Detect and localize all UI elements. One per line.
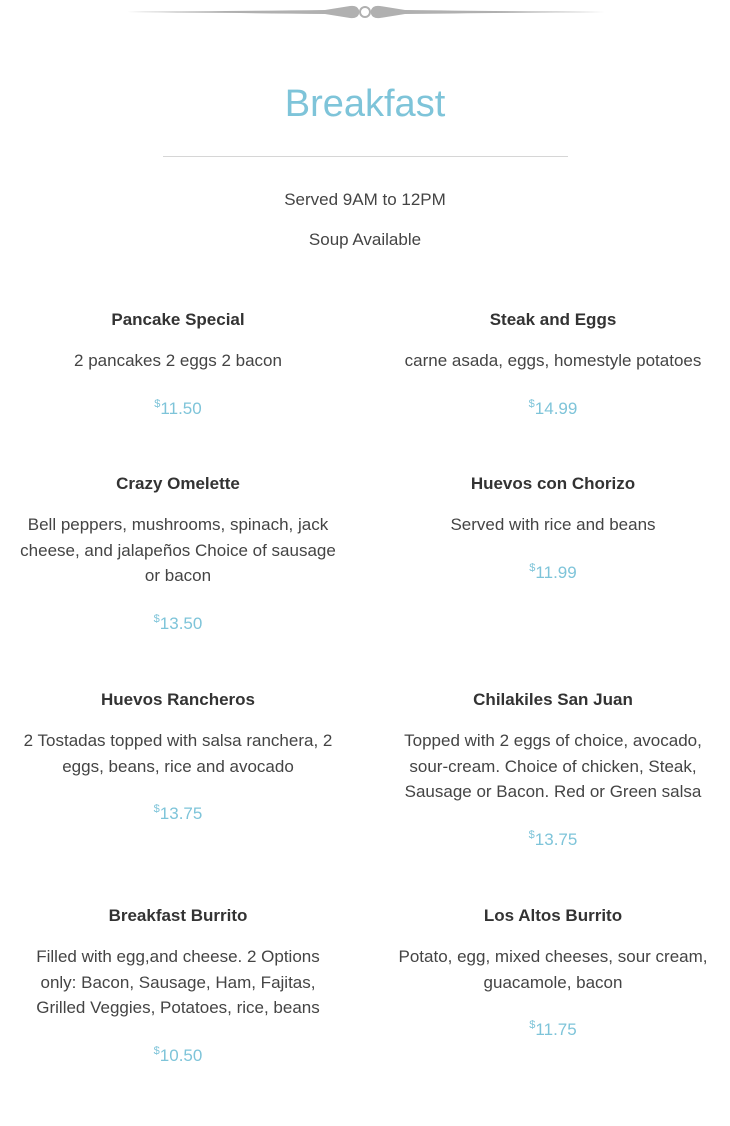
currency-symbol: $ [528, 828, 535, 841]
item-name: Pancake Special [111, 310, 245, 329]
currency-symbol: $ [153, 1044, 160, 1057]
price-value: 13.50 [159, 613, 203, 633]
item-name: Steak and Eggs [489, 310, 617, 329]
item-description: Bell peppers, mushrooms, spinach, jack cheese, and jalapeños Choice of sausage or bacon [20, 515, 336, 585]
menu-item [18, 308, 338, 421]
item-name: Crazy Omelette [116, 474, 240, 493]
menu-item [393, 308, 713, 421]
item-price [393, 392, 713, 421]
title-divider [163, 156, 568, 157]
price-value: 13.75 [159, 804, 203, 823]
item-name: Huevos con Chorizo [470, 474, 636, 493]
item-price [393, 556, 713, 585]
menu-item [18, 472, 338, 636]
price-value: 11.50 [160, 398, 202, 418]
item-description: Filled with egg,and cheese. 2 Options only: Bacon, Sausage, Ham, Fajitas, Grilled Veggies, Potatoes, rice, beans [36, 947, 320, 1017]
item-description: carne asada, eggs, homestyle potatoes [404, 351, 702, 370]
menu-item [18, 688, 338, 826]
item-price [18, 392, 338, 421]
menu-item [393, 688, 713, 852]
divider-ornament [125, 2, 605, 22]
item-price [393, 823, 713, 852]
currency-symbol: $ [154, 397, 161, 410]
currency-symbol: $ [153, 612, 160, 625]
price-value: 14.99 [534, 398, 578, 418]
menu-item [393, 904, 713, 1042]
item-name: Los Altos Burrito [483, 906, 623, 925]
price-value: 11.99 [535, 562, 577, 582]
section-title: Breakfast [284, 83, 446, 125]
item-description: Topped with 2 eggs of choice, avocado, sour-cream. Choice of chicken, Steak, Sausage or Bacon. Red or Green salsa [404, 731, 702, 801]
menu-item [393, 472, 713, 585]
item-description: Potato, egg, mixed cheeses, sour cream, guacamole, bacon [398, 947, 708, 992]
item-price [18, 1039, 338, 1068]
soup-note: Soup Available [308, 230, 422, 249]
currency-symbol: $ [153, 803, 160, 815]
item-description: 2 pancakes 2 eggs 2 bacon [74, 351, 282, 370]
item-name: Breakfast Burrito [108, 906, 248, 925]
serving-hours: Served 9AM to 12PM [284, 190, 446, 209]
item-price [18, 607, 338, 636]
item-name: Chilakiles San Juan [473, 690, 633, 709]
item-price [18, 797, 338, 826]
item-description: Served with rice and beans [450, 515, 656, 534]
currency-symbol: $ [528, 397, 535, 410]
price-value: 10.50 [159, 1045, 203, 1065]
item-description: 2 Tostadas topped with salsa ranchera, 2 eggs, beans, rice and avocado [23, 731, 333, 776]
currency-symbol: $ [529, 561, 536, 574]
item-price [393, 1013, 713, 1042]
price-value: 13.75 [534, 829, 578, 849]
price-value: 11.75 [535, 1020, 577, 1039]
item-name: Huevos Rancheros [101, 690, 255, 709]
currency-symbol: $ [529, 1019, 536, 1031]
menu-item [18, 904, 338, 1068]
